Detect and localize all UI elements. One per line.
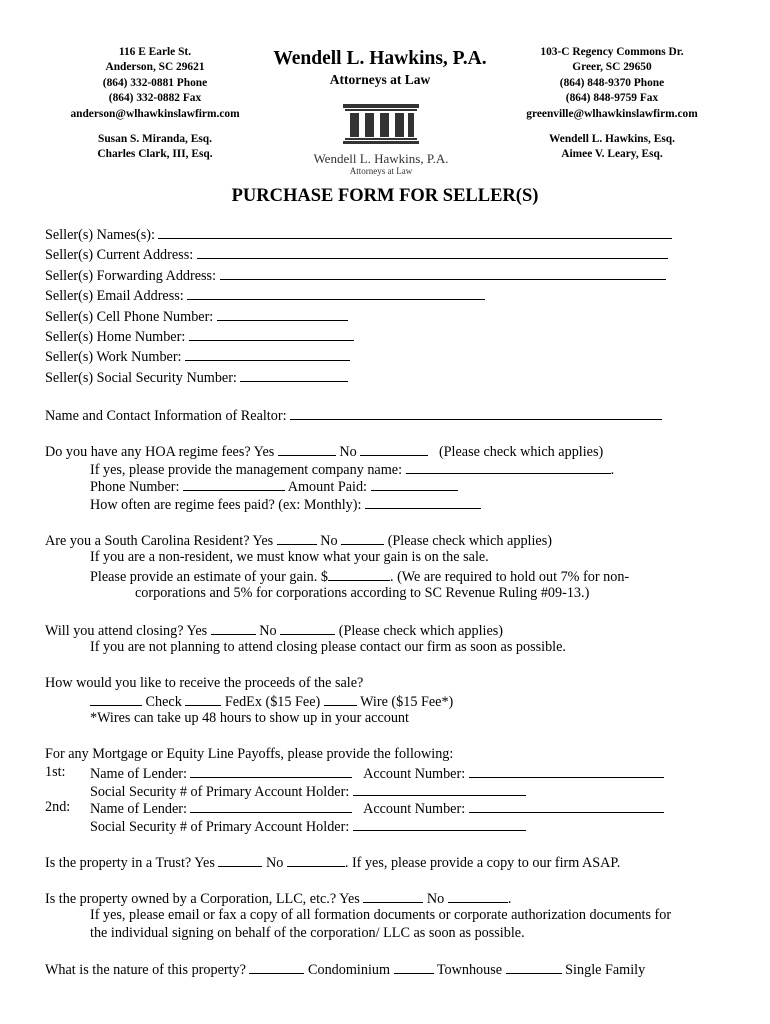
hoa-amount-label: Amount Paid: — [287, 479, 367, 495]
right-address-line2: Greer, SC 29650 — [572, 61, 652, 74]
seller-cell-label: Seller(s) Cell Phone Number: — [45, 309, 214, 325]
mortgage-first-row — [90, 764, 664, 783]
right-phone: (864) 848-9370 Phone — [559, 76, 665, 89]
hoa-yes-field[interactable] — [278, 442, 336, 456]
resident-line3: corporations and 5% for corporations according to SC Revenue Ruling #09-13.) — [135, 585, 590, 601]
left-address-line2: Anderson, SC 29621 — [105, 61, 205, 74]
hoa-phone-field[interactable] — [183, 477, 285, 491]
closing-no-label: No — [259, 623, 277, 639]
nature-townhouse-field[interactable] — [394, 960, 434, 974]
right-fax: (864) 848-9759 Fax — [565, 92, 659, 105]
seller-ssn-row — [45, 368, 348, 387]
seller-current-address-field[interactable] — [197, 245, 668, 259]
mortgage-first-ssn-field[interactable] — [353, 782, 526, 796]
mortgage-second-ssn-field[interactable] — [353, 817, 526, 831]
resident-gain-field[interactable] — [328, 567, 390, 581]
mortgage-second-account-label: Account Number: — [363, 801, 466, 817]
hoa-frequency-row — [90, 495, 481, 514]
nature-question-label: What is the nature of this property? — [45, 962, 246, 978]
seller-work-field[interactable] — [185, 347, 350, 361]
seller-forwarding-address-field[interactable] — [220, 266, 666, 280]
seller-forwarding-address-label: Seller(s) Forwarding Address: — [45, 268, 217, 284]
form-title: PURCHASE FORM FOR SELLER(S) — [231, 186, 539, 206]
resident-line1: If you are a non-resident, we must know what your gain is on the sale. — [90, 549, 489, 565]
closing-question-label: Will you attend closing? Yes — [45, 623, 208, 639]
right-attorney-1: Wendell L. Hawkins, Esq. — [549, 133, 675, 146]
mortgage-second-lender-field[interactable] — [190, 799, 352, 813]
seller-names-row — [45, 225, 672, 244]
seller-ssn-field[interactable] — [240, 368, 348, 382]
logo-firm-name: Wendell L. Hawkins, P.A. — [313, 151, 449, 166]
seller-forwarding-address-row — [45, 266, 666, 285]
proceeds-wire-label: Wire ($15 Fee*) — [360, 694, 454, 710]
seller-current-address-label: Seller(s) Current Address: — [45, 247, 194, 263]
corp-note-line2: the individual signing on behalf of the corporation/ LLC as soon as possible. — [90, 925, 525, 941]
corp-question-label: Is the property owned by a Corporation, LLC, etc.? Yes — [45, 891, 360, 907]
columns-logo-icon — [340, 104, 422, 144]
seller-current-address-row — [45, 245, 668, 264]
nature-question-row — [45, 960, 645, 979]
left-attorney-2: Charles Clark, III, Esq. — [97, 148, 213, 161]
nature-single-label: Single Family — [565, 962, 646, 978]
hoa-phone-label: Phone Number: — [90, 479, 180, 495]
mortgage-first-label: 1st: — [45, 764, 66, 780]
seller-email-label: Seller(s) Email Address: — [45, 288, 184, 304]
hoa-no-field[interactable] — [360, 442, 428, 456]
hoa-phone-row — [90, 477, 458, 496]
resident-no-field[interactable] — [341, 531, 384, 545]
right-office-block — [508, 45, 716, 163]
trust-no-field[interactable] — [287, 853, 345, 867]
corp-end: . — [507, 891, 512, 907]
trust-note: . If yes, please provide a copy to our firm ASAP. — [344, 855, 621, 871]
corp-no-label: No — [426, 891, 445, 907]
mortgage-first-account-label: Account Number: — [363, 766, 466, 782]
mortgage-first-ssn-label: Social Security # of Primary Account Holder: — [90, 784, 350, 800]
proceeds-fedex-field[interactable] — [185, 692, 221, 706]
seller-work-label: Seller(s) Work Number: — [45, 349, 182, 365]
seller-work-row — [45, 347, 350, 366]
resident-gain-note: . (We are required to hold out 7% for non- — [389, 569, 630, 585]
proceeds-options-row — [90, 692, 453, 711]
mortgage-second-ssn-row — [90, 817, 526, 836]
left-address-line1: 116 E Earle St. — [118, 46, 192, 58]
left-office-block — [55, 45, 255, 163]
mortgage-second-lender-label: Name of Lender: — [90, 801, 187, 817]
nature-condo-field[interactable] — [249, 960, 304, 974]
proceeds-wire-field[interactable] — [324, 692, 357, 706]
proceeds-note: *Wires can take up 48 hours to show up in your account — [90, 710, 409, 726]
closing-yes-field[interactable] — [211, 621, 256, 635]
trust-no-label: No — [265, 855, 284, 871]
resident-question-row — [45, 531, 552, 550]
corp-question-row — [45, 889, 511, 908]
right-email: greenville@wlhawkinslawfirm.com — [526, 107, 698, 120]
seller-cell-row — [45, 307, 348, 326]
seller-email-field[interactable] — [187, 286, 485, 300]
resident-yes-field[interactable] — [277, 531, 317, 545]
proceeds-check-label: Check — [145, 694, 182, 710]
right-address-line1: 103-C Regency Commons Dr. — [540, 46, 684, 58]
realtor-field[interactable] — [290, 406, 662, 420]
corp-no-field[interactable] — [448, 889, 508, 903]
hoa-question-label: Do you have any HOA regime fees? Yes — [45, 444, 275, 460]
trust-yes-field[interactable] — [218, 853, 262, 867]
right-attorney-2: Aimee V. Leary, Esq. — [561, 148, 663, 161]
proceeds-fedex-label: FedEx ($15 Fee) — [224, 694, 321, 710]
hoa-check-note: (Please check which applies) — [438, 444, 604, 460]
mortgage-second-row — [90, 799, 664, 818]
resident-no-label: No — [320, 533, 338, 549]
firm-subtitle: Attorneys at Law — [329, 72, 431, 87]
realtor-row — [45, 406, 662, 425]
proceeds-check-field[interactable] — [90, 692, 142, 706]
mortgage-second-account-field[interactable] — [469, 799, 664, 813]
hoa-mgmt-label: If yes, please provide the management company name: — [90, 462, 403, 478]
mortgage-first-lender-field[interactable] — [190, 764, 352, 778]
seller-home-label: Seller(s) Home Number: — [45, 329, 186, 345]
seller-names-field[interactable] — [158, 225, 672, 239]
hoa-frequency-label: How often are regime fees paid? (ex: Monthly): — [90, 497, 362, 513]
mortgage-second-ssn-label: Social Security # of Primary Account Holder: — [90, 819, 350, 835]
hoa-no-label: No — [339, 444, 357, 460]
hoa-mgmt-end: . — [610, 462, 615, 478]
left-phone: (864) 332-0881 Phone — [102, 76, 208, 89]
seller-ssn-label: Seller(s) Social Security Number: — [45, 370, 237, 386]
closing-note: If you are not planning to attend closing please contact our firm as soon as possible. — [90, 639, 566, 655]
nature-townhouse-label: Townhouse — [436, 962, 503, 978]
mortgage-second-label: 2nd: — [45, 799, 71, 815]
closing-question-row — [45, 621, 503, 640]
corp-yes-field[interactable] — [363, 889, 423, 903]
left-email: anderson@wlhawkinslawfirm.com — [70, 107, 240, 120]
realtor-label: Name and Contact Information of Realtor: — [45, 408, 287, 424]
logo-subtitle: Attorneys at Law — [349, 166, 413, 176]
left-attorney-1: Susan S. Miranda, Esq. — [98, 133, 212, 146]
hoa-question-row — [45, 442, 603, 461]
resident-question-label: Are you a South Carolina Resident? Yes — [45, 533, 274, 549]
seller-cell-field[interactable] — [217, 307, 348, 321]
left-fax: (864) 332-0882 Fax — [108, 92, 202, 105]
corp-note-line1: If yes, please email or fax a copy of all formation documents or corporate authorization documents for — [90, 907, 672, 923]
closing-no-field[interactable] — [280, 621, 335, 635]
closing-check-note: (Please check which applies) — [338, 623, 503, 639]
firm-logo — [300, 104, 462, 176]
mortgage-first-account-field[interactable] — [469, 764, 664, 778]
mortgage-first-lender-label: Name of Lender: — [90, 766, 187, 782]
nature-condo-label: Condominium — [308, 962, 391, 978]
firm-name: Wendell L. Hawkins, P.A. — [273, 48, 487, 69]
seller-home-row — [45, 327, 354, 346]
hoa-frequency-field[interactable] — [365, 495, 481, 509]
trust-question-row — [45, 853, 620, 872]
hoa-mgmt-field[interactable] — [406, 460, 611, 474]
seller-home-field[interactable] — [189, 327, 354, 341]
proceeds-question: How would you like to receive the proceeds of the sale? — [45, 675, 364, 691]
hoa-amount-field[interactable] — [371, 477, 458, 491]
trust-question-label: Is the property in a Trust? Yes — [45, 855, 215, 871]
resident-gain-label: Please provide an estimate of your gain. $ — [90, 569, 328, 585]
nature-single-field[interactable] — [506, 960, 562, 974]
resident-check-note: (Please check which applies) — [387, 533, 552, 549]
mortgage-intro: For any Mortgage or Equity Line Payoffs, please provide the following: — [45, 746, 454, 762]
seller-names-label: Seller(s) Names(s): — [45, 227, 155, 243]
resident-gain-row — [90, 567, 629, 586]
seller-email-row — [45, 286, 485, 305]
